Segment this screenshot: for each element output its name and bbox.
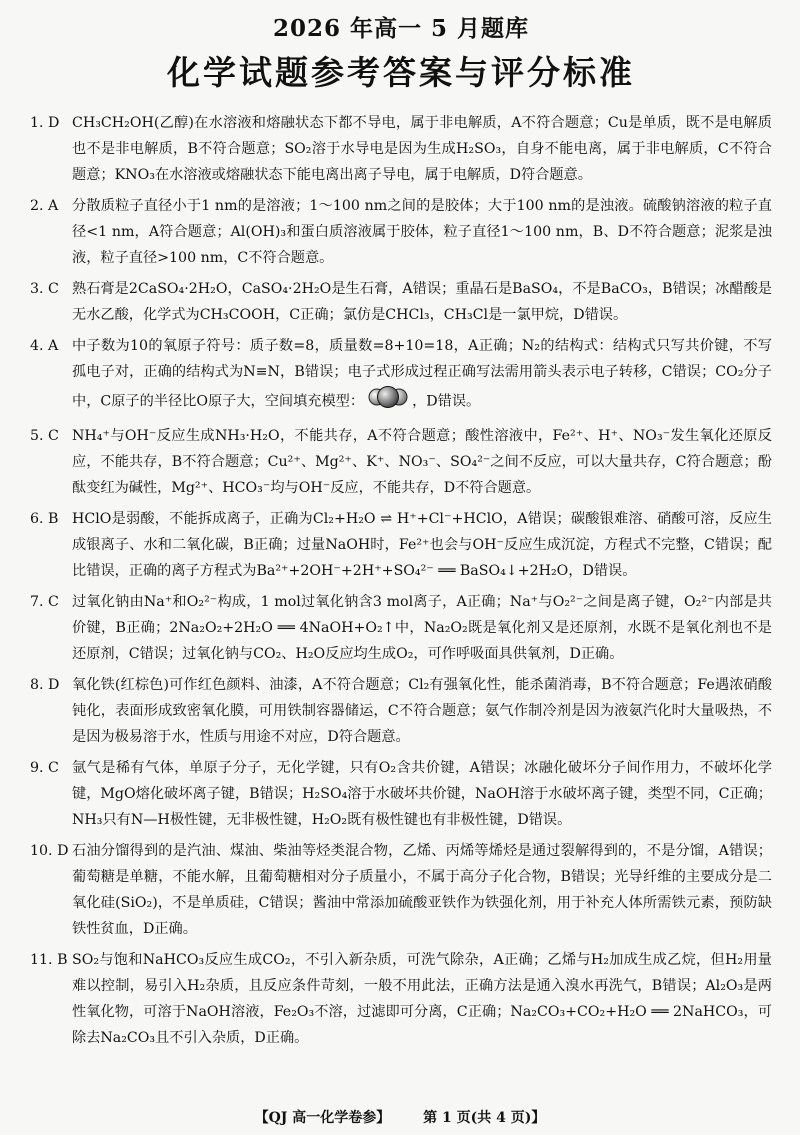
answer-explanation: CH₃CH₂OH(乙醇)在水溶液和熔融状态下都不导电，属于非电解质，A不符合题意；Cu是单质，既不是电解质也不是非电解质，B不符合题意；SO₂溶于水导电是因为生成H₂SO₃，自身不能电离，属于非电解质，C不符合题意；KNO₃在水溶液或熔融状态下能电离出离子导电，属于电解质，D符合题意。 — [72, 115, 772, 183]
answer-number: 6. B — [30, 511, 59, 527]
answer-item-6 — [30, 506, 772, 584]
answer-explanation: HClO是弱酸，不能拆成离子，正确为Cl₂+H₂O ⇌ H⁺+Cl⁻+HClO，A错误；碳酸银难溶、硝酸可溶，反应生成银离子、水和二氧化碳，B正确；过量NaOH时，Fe²⁺也会与OH⁻反应生成沉淀，方程式不完整，C错误；配比错误，正确的离子方程式为Ba²⁺+2OH⁻+2H⁺+SO₄²⁻ ══ BaSO₄↓+2H₂O，D错误。 — [72, 511, 772, 579]
answer-number: 4. A — [30, 338, 59, 354]
answer-number: 7. C — [30, 594, 59, 610]
exam-series-title: 2026 年高一 5 月题库 — [272, 15, 530, 42]
answer-explanation: 分散质粒子直径小于1 nm的是溶液；1～100 nm之间的是胶体；大于100 nm的是浊液。硫酸钠溶液的粒子直径<1 nm，A符合题意；Al(OH)₃和蛋白质溶液属于胶体，粒子直径1～100 nm，B、D不符合题意；泥浆是浊液，粒子直径>100 nm，C不符合题意。 — [72, 198, 772, 266]
answer-item-7 — [30, 589, 772, 667]
answer-explanation — [72, 333, 772, 418]
footer-page-number: 第 1 页(共 4 页)】 — [423, 1110, 546, 1126]
answer-item-4 — [30, 333, 772, 418]
answer-item-9 — [30, 755, 772, 833]
answer-list — [30, 110, 772, 1051]
answer-number: 5. C — [30, 428, 59, 444]
answer-explanation: NH₄⁺与OH⁻反应生成NH₃·H₂O，不能共存，A不符合题意；酸性溶液中，Fe²⁺、H⁺、NO₃⁻发生氧化还原反应，不能共存，B不符合题意；Cu²⁺、Mg²⁺、K⁺、NO₃⁻、SO₄²⁻之间不反应，可以大量共存，C符合题意；酚酞变红为碱性，Mg²⁺、HCO₃⁻均与OH⁻反应，不能共存，D不符合题意。 — [72, 428, 772, 496]
answer-item-5 — [30, 423, 772, 501]
footer-exam-label: 【QJ 高一化学卷参】 — [254, 1110, 391, 1126]
answer-item-8 — [30, 672, 772, 750]
answer-number: 11. B — [30, 952, 68, 968]
answer-number: 8. D — [30, 677, 60, 693]
answer-explanation-part-b: ，D错误。 — [412, 393, 481, 410]
answer-item-10 — [30, 838, 772, 942]
answer-number: 1. D — [30, 115, 60, 131]
answer-explanation: 熟石膏是2CaSO₄·2H₂O，CaSO₄·2H₂O是生石膏，A错误；重晶石是BaSO₄，不是BaCO₃，B错误；冰醋酸是无水乙酸，化学式为CH₃COOH，C正确；氯仿是CHCl₃，CH₃Cl是一氯甲烷，D错误。 — [72, 281, 772, 323]
answer-number: 2. A — [30, 198, 59, 214]
answer-item-1 — [30, 110, 772, 188]
answer-item-11 — [30, 947, 772, 1051]
answer-number: 10. D — [30, 843, 69, 859]
answer-explanation: SO₂与饱和NaHCO₃反应生成CO₂，不引入新杂质，可洗气除杂，A正确；乙烯与H₂加成生成乙烷，但H₂用量难以控制，易引入H₂杂质，且反应条件苛刻，一般不用此法，正确方法是通入溴水再洗气，B错误；Al₂O₃是两性氧化物，可溶于NaOH溶液，Fe₂O₃不溶，过滤即可分离，C正确；Na₂CO₃+CO₂+H₂O ══ 2NaHCO₃，可除去Na₂CO₃且不引入杂质，D正确。 — [72, 952, 772, 1046]
answer-number: 3. C — [30, 281, 59, 297]
document-title: 化学试题参考答案与评分标准 — [167, 53, 635, 92]
answer-explanation: 氩气是稀有气体，单原子分子，无化学键，只有O₂含共价键，A错误；冰融化破坏分子间作用力，不破坏化学键，MgO熔化破坏离子键，B错误；H₂SO₄溶于水破坏共价键，NaOH溶于水破坏离子键，类型不同，C正确；NH₃只有N—H极性键，无非极性键，H₂O₂既有极性键也有非极性键，D错误。 — [72, 760, 772, 828]
answer-explanation: 氧化铁(红棕色)可作红色颜料、油漆，A不符合题意；Cl₂有强氧化性，能杀菌消毒，B不符合题意；Fe遇浓硝酸钝化，表面形成致密氧化膜，可用铁制容器储运，C不符合题意；氨气作制冷剂是因为液氨汽化时大量吸热，不是因为极易溶于水，性质与用途不对应，D符合题意。 — [72, 677, 772, 745]
answer-item-2 — [30, 193, 772, 271]
page-footer — [0, 1107, 800, 1127]
answer-item-3 — [30, 276, 772, 328]
co2-space-filling-model-icon — [368, 385, 408, 418]
answer-explanation: 过氧化钠由Na⁺和O₂²⁻构成，1 mol过氧化钠含3 mol离子，A正确；Na⁺与O₂²⁻之间是离子键，O₂²⁻内部是共价键，B正确；2Na₂O₂+2H₂O ══ 4NaOH+O₂↑中，Na₂O₂既是氧化剂又是还原剂，水既不是氧化剂也不是还原剂，C错误；过氧化钠与CO₂、H₂O反应均生成O₂，可作呼吸面具供氧剂，D正确。 — [72, 594, 772, 662]
answer-explanation: 石油分馏得到的是汽油、煤油、柴油等烃类混合物，乙烯、丙烯等烯烃是通过裂解得到的，不是分馏，A错误；葡萄糖是单糖，不能水解，且葡萄糖相对分子质量小，不属于高分子化合物，B错误；光导纤维的主要成分是二氧化硅(SiO₂)，不是单质硅，C错误；酱油中常添加硫酸亚铁作为铁强化剂，用于补充人体所需铁元素，预防缺铁性贫血，D正确。 — [72, 843, 772, 937]
answer-number: 9. C — [30, 760, 59, 776]
answer-explanation-part-a: 中子数为10的氧原子符号：质子数=8，质量数=8+10=18，A正确；N₂的结构式：结构式只写共价键，不写孤电子对，正确的结构式为N≡N，B错误；电子式形成过程正确写法需用箭头表示电子转移，C错误；CO₂分子中，C原子的半径比O原子大，空间填充模型： — [72, 338, 772, 410]
